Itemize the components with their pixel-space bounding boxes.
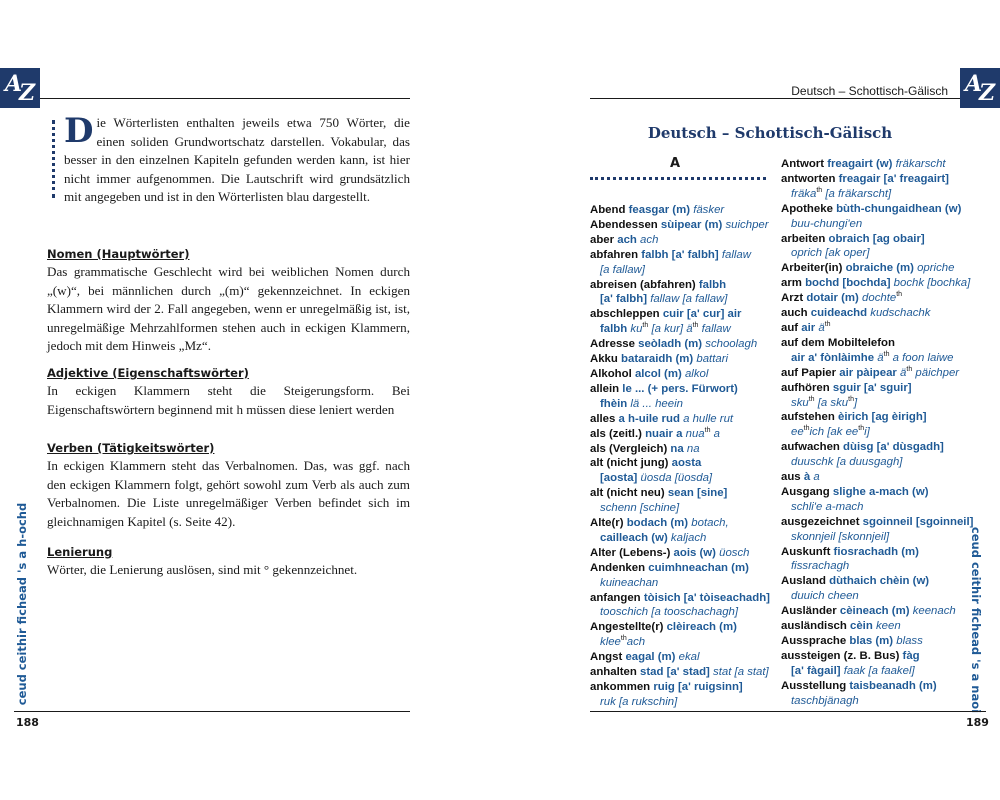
dictionary-line [590, 561, 772, 576]
pronunciation: ee [791, 426, 804, 439]
pronunciation-superscript: th [858, 425, 865, 433]
pronunciation: lä ... heein [630, 397, 683, 410]
pronunciation: botach, [691, 517, 729, 530]
dictionary-line [590, 546, 772, 561]
german-headword: abfahren [590, 248, 639, 261]
german-headword: Andenken [590, 561, 646, 574]
german-headword: Angestellte(r) [590, 621, 664, 634]
az-badge-a: A [5, 71, 23, 97]
dictionary-line [590, 292, 772, 307]
gaelic-translation: air [801, 321, 816, 334]
gaelic-translation: le ... (+ pers. Fürwort) [622, 382, 738, 395]
gaelic-translation: falbh [a' falbh] [641, 248, 719, 261]
section-text: Wörter, die Lenierung auslösen, sind mit ° gekennzeichnet. [47, 562, 358, 577]
german-headword: auf [781, 321, 799, 334]
dictionary-line [590, 278, 772, 293]
dictionary-line [590, 427, 772, 442]
german-headword: Akku [590, 353, 618, 366]
pronunciation: [a kur] ä [651, 323, 693, 336]
letter-dotted-rule [590, 177, 766, 180]
dictionary-line [590, 620, 772, 635]
german-headword: Apotheke [781, 202, 833, 215]
pronunciation: taschbjänagh [791, 694, 859, 707]
pronunciation: battari [696, 353, 729, 366]
pronunciation: opriche [917, 262, 955, 275]
german-headword: auf Papier [781, 366, 837, 379]
pronunciation: buu-chungi'en [791, 217, 863, 230]
dictionary-line [590, 665, 772, 680]
dictionary-line [781, 664, 953, 679]
pronunciation: skonnjeil [skonnjeil] [791, 530, 890, 543]
dictionary-line [781, 574, 953, 589]
pronunciation: duuschk [a duusgagh] [791, 456, 903, 469]
side-text-right [968, 520, 984, 720]
gaelic-translation: aosta [671, 457, 702, 470]
dictionary-line [590, 635, 772, 650]
dictionary-line [590, 382, 772, 397]
german-headword: anfangen [590, 591, 641, 604]
dictionary-line [781, 410, 953, 425]
gaelic-translation: tòisich [a' tòiseachadh] [643, 591, 770, 604]
pronunciation: ach [640, 233, 659, 246]
dictionary-line [590, 307, 772, 322]
gaelic-translation: sean [sine] [667, 487, 728, 500]
dictionary-line [781, 261, 953, 276]
german-headword: antworten [781, 172, 836, 185]
german-headword: aussteigen (z. B. Bus) [781, 649, 900, 662]
dictionary-line [590, 591, 772, 606]
gaelic-translation: feasgar (m) [628, 204, 691, 216]
az-badge-z: Z [979, 80, 996, 106]
dictionary-line [781, 545, 953, 560]
gaelic-translation: na [670, 442, 684, 455]
az-badge-left [0, 68, 40, 108]
dictionary-line [590, 263, 772, 278]
gaelic-translation: [a' falbh] [600, 293, 648, 306]
gaelic-translation: eagal (m) [625, 651, 676, 664]
dictionary-line [781, 336, 953, 351]
gaelic-translation: blas (m) [849, 635, 894, 647]
gaelic-translation: bataraidh (m) [621, 353, 694, 366]
german-headword: aus [781, 471, 801, 484]
dictionary-line [781, 470, 953, 485]
german-headword: ausländisch [781, 620, 847, 633]
dictionary-line [590, 486, 772, 501]
dictionary-line [781, 396, 953, 411]
dictionary-line [590, 531, 772, 546]
german-headword: Alte(r) [590, 517, 624, 530]
pronunciation-superscript: th [906, 365, 913, 373]
dictionary-line [590, 516, 772, 531]
dictionary-line [781, 202, 962, 217]
footer-rule-left [14, 711, 410, 712]
gaelic-translation: bùth-chungaidhean (w) [836, 202, 962, 215]
section-heading: Nomen (Hauptwörter) [47, 247, 190, 261]
dictionary-line [781, 232, 953, 247]
dictionary-line [590, 650, 772, 665]
drop-cap: D [64, 111, 94, 151]
az-badge-right [960, 68, 1000, 108]
header-rule-left [40, 98, 410, 99]
german-headword: Ausland [781, 575, 826, 588]
dictionary-line [781, 604, 956, 619]
german-headword: auf dem Mobiltelefon [781, 336, 895, 349]
pronunciation-superscript: th [704, 426, 711, 434]
dictionary-line [781, 455, 953, 470]
german-headword: als (zeitl.) [590, 427, 642, 440]
intro-text: ie Wörterlisten enthalten jeweils etwa 750 Wörter, die einen soliden Grundwortschatz darstellen. Vokabular, das besser in den einzelnen Kapiteln gefunden werden kann, ist hier nicht immer aufgenommen. Die Lautschrift wird grundsätzlich mit angegeben und ist in den Wörterlisten blau dargestellt. [64, 115, 410, 204]
pronunciation-superscript: th [816, 187, 823, 195]
pronunciation: a hulle rut [683, 412, 734, 425]
dictionary-column-2 [781, 157, 974, 709]
dictionary-line [781, 425, 953, 440]
pronunciation: schli'e a-mach [791, 500, 864, 513]
german-headword: arm [781, 277, 802, 290]
german-headword: Abendessen [590, 218, 658, 231]
dictionary-line [781, 515, 974, 530]
gaelic-translation: ruig [a' ruigsinn] [653, 681, 743, 693]
pronunciation: nua [685, 427, 705, 440]
pronunciation-superscript: th [848, 395, 854, 403]
pronunciation: ä [900, 366, 907, 379]
dictionary-line [781, 634, 953, 649]
pronunciation: ] [853, 396, 858, 409]
german-headword: alt (nicht jung) [590, 457, 669, 470]
page-number-right: 189 [966, 716, 989, 729]
gaelic-translation: dotair (m) [806, 292, 859, 305]
gaelic-translation: [aosta] [600, 472, 638, 485]
german-headword: anhalten [590, 666, 637, 679]
pronunciation: fallaw [701, 323, 731, 336]
gaelic-translation: alcol (m) [634, 367, 682, 380]
pronunciation: fräka [791, 187, 817, 200]
dictionary-line [590, 576, 772, 591]
german-headword: Adresse [590, 338, 635, 351]
dictionary-line [781, 291, 953, 306]
section-letter: A [669, 156, 681, 171]
dictionary-line [590, 471, 772, 486]
section-heading: Lenierung [47, 545, 113, 559]
german-headword: aufwachen [781, 441, 840, 454]
pronunciation: tooschich [a tooschachagh] [600, 606, 739, 619]
pronunciation-superscript: th [883, 350, 890, 358]
pronunciation: schoolagh [705, 338, 758, 351]
pronunciation: üosda [üosda] [640, 472, 713, 485]
gaelic-translation: stad [a' stad] [640, 666, 710, 679]
dictionary-line [781, 306, 953, 321]
gaelic-translation: èirich [ag èirigh] [837, 411, 927, 424]
pronunciation: ku [630, 323, 643, 336]
dictionary-line [781, 246, 953, 261]
pronunciation: ekal [678, 651, 700, 664]
section-verben [47, 440, 410, 531]
dictionary-line [590, 412, 772, 427]
section-adjektive [47, 365, 410, 419]
section-heading: Adjektive (Eigenschaftswörter) [47, 366, 249, 380]
pronunciation-superscript: th [808, 395, 815, 403]
pronunciation: [a fräkarscht] [825, 187, 892, 200]
dictionary-line [590, 352, 772, 367]
gaelic-translation: a h-uile rud [618, 412, 680, 425]
gaelic-translation: sguir [a' sguir] [832, 381, 912, 394]
gaelic-translation: à [803, 471, 811, 484]
german-headword: Abend [590, 204, 626, 216]
pronunciation: [a fallaw] [600, 263, 645, 276]
german-headword: Ausländer [781, 605, 837, 618]
dictionary-line [590, 233, 772, 248]
pronunciation: blass [896, 635, 923, 647]
side-text-left [14, 504, 30, 704]
gaelic-translation: freagairt (w) [827, 158, 893, 170]
german-headword: alt (nicht neu) [590, 487, 665, 500]
section-nomen [47, 246, 410, 356]
german-headword: ankommen [590, 681, 651, 693]
dictionary-line [590, 501, 772, 516]
dictionary-line [781, 321, 953, 336]
german-headword: Arbeiter(in) [781, 262, 843, 275]
pronunciation: fallaw [a fallaw] [650, 293, 728, 306]
pronunciation-superscript: th [803, 425, 810, 433]
gaelic-translation: obraiche (m) [845, 262, 914, 275]
dictionary-line [590, 397, 772, 412]
pronunciation: keenach [912, 605, 956, 618]
gaelic-translation: ach [617, 233, 637, 246]
pronunciation: fallaw [721, 248, 751, 261]
dictionary-line [781, 381, 953, 396]
dictionary-line [590, 680, 772, 695]
pronunciation: kudschachk [870, 307, 931, 320]
pronunciation: ach [626, 636, 646, 649]
dictionary-line [781, 172, 953, 187]
german-headword: auch [781, 307, 808, 320]
dictionary-line [781, 276, 971, 291]
dictionary-line [590, 248, 772, 263]
dictionary-line [590, 322, 772, 337]
gaelic-translation: fhèin [600, 397, 628, 410]
gaelic-translation: cèineach (m) [839, 605, 910, 618]
german-headword: Angst [590, 651, 623, 664]
pronunciation: a foon laiwe [892, 351, 954, 364]
german-headword: aber [590, 233, 615, 246]
dictionary-line [781, 500, 953, 515]
german-headword: als (Vergleich) [590, 442, 668, 455]
running-head: Deutsch – Schottisch-Gälisch [791, 84, 948, 98]
dictionary-line [781, 559, 953, 574]
pronunciation-superscript: th [824, 321, 831, 329]
pronunciation: a [713, 427, 720, 440]
dictionary-line [590, 605, 772, 620]
german-headword: ausgezeichnet [781, 515, 860, 528]
gaelic-translation: dùthaich chèin (w) [829, 575, 930, 588]
dictionary-line [781, 694, 953, 709]
pronunciation: fissrachagh [791, 560, 850, 573]
german-headword: Arzt [781, 292, 804, 305]
gaelic-translation: freagair [a' freagairt] [838, 172, 949, 185]
pronunciation: i] [864, 426, 870, 439]
section-text: In eckigen Klammern steht die Steigerungsform. Bei Eigenschaftswörtern beginnend mit h müssen diese leniert werden [47, 383, 410, 417]
pronunciation: alkol [684, 367, 709, 380]
german-headword: Ausgang [781, 485, 830, 498]
pronunciation: stat [a stat] [713, 666, 769, 679]
az-badge-a: A [965, 71, 983, 97]
pronunciation: ä [818, 321, 825, 334]
pronunciation-superscript: th [896, 291, 903, 299]
gaelic-translation: air pàipear [839, 366, 897, 379]
dictionary-title: Deutsch – Schottisch-Gälisch [647, 124, 893, 142]
pronunciation: fräkarscht [895, 158, 946, 170]
dictionary-line [781, 530, 953, 545]
pronunciation: kaljach [670, 531, 707, 544]
gaelic-translation: slighe a-mach (w) [832, 485, 929, 498]
intro-dotted-rule [52, 120, 59, 198]
gaelic-translation: air a' fònlàimhe [791, 351, 875, 364]
gaelic-translation: falbh [600, 323, 628, 336]
pronunciation: schenn [schine] [600, 502, 680, 515]
gaelic-translation: fiosrachadh (m) [833, 545, 919, 558]
gaelic-translation: cuimhneachan (m) [648, 561, 749, 574]
gaelic-translation: taisbeanadh (m) [849, 679, 937, 692]
german-headword: Auskunft [781, 545, 831, 558]
dictionary-line [781, 589, 953, 604]
dictionary-line [781, 619, 953, 634]
dictionary-line [590, 442, 772, 457]
section-text: In eckigen Klammern steht das Verbalnomen. Das, was ggf. nach den eckigen Klammern folgt, gehört sowohl zum Verb als auch zum Verbalnomen. Die Liste unregelmäßiger Verben befindet sich im gleichnamigen Kapitel (s. Seite 42). [47, 458, 410, 529]
german-headword: Alkohol [590, 367, 632, 380]
german-headword: abreisen (abfahren) [590, 278, 696, 291]
pronunciation: [a sku [817, 396, 849, 409]
pronunciation-superscript: th [692, 322, 699, 330]
dictionary-line [781, 679, 953, 694]
az-badge-z: Z [19, 80, 36, 106]
intro-paragraph [64, 111, 410, 207]
german-headword: Aussprache [781, 635, 847, 647]
dictionary-line [781, 485, 953, 500]
dictionary-line [590, 695, 772, 710]
page-number-left: 188 [16, 716, 39, 729]
footer-rule-right [590, 711, 986, 712]
german-headword: allein [590, 382, 620, 395]
pronunciation: fäsker [693, 204, 725, 216]
dictionary-line [781, 217, 953, 232]
pronunciation: sku [791, 396, 809, 409]
pronunciation: oprich [ak oper] [791, 247, 870, 260]
section-text: Das grammatische Geschlecht wird bei weiblichen Nomen durch „(w)“, bei männlichen durch „(m)“ gekennzeichnet. In eckigen Klammern wird der 2. Fall angegeben, wenn er unregelmäßig ist, ist, unregelmäßige Mehrzahlformen stehen auch in eckigen Klammern, jedoch mit dem Hinweis „Mz“. [47, 264, 410, 353]
pronunciation: keen [875, 620, 901, 633]
gaelic-translation: sùipear (m) [660, 218, 723, 231]
header-rule-right [590, 98, 960, 99]
pronunciation-superscript: th [642, 322, 649, 330]
german-headword: Alter (Lebens-) [590, 546, 671, 559]
gaelic-translation: cuir [a' cur] air [662, 308, 742, 321]
gaelic-translation: dùisg [a' dùsgadh] [843, 441, 944, 454]
gaelic-translation: sgoinneil [sgoinneil] [862, 515, 974, 528]
pronunciation: ä [877, 351, 884, 364]
dictionary-line [781, 365, 960, 381]
section-lenierung [47, 544, 410, 580]
gaelic-translation: [a' fàgail] [791, 664, 841, 677]
dictionary-line [590, 367, 772, 382]
dictionary-line [781, 157, 953, 172]
pronunciation: dochte [862, 292, 897, 305]
dictionary-line [781, 187, 953, 202]
pronunciation: duuich cheen [791, 590, 859, 603]
pronunciation: ich [ak ee [809, 426, 859, 439]
german-headword: abschleppen [590, 308, 660, 321]
dictionary-line [590, 337, 772, 352]
gaelic-translation: aois (w) [673, 546, 716, 559]
german-headword: Antwort [781, 158, 825, 170]
german-headword: aufhören [781, 381, 830, 394]
side-text-left-label: ceud ceithir fichead 's a h-ochd [15, 502, 29, 706]
pronunciation: a [813, 471, 820, 484]
gaelic-translation: seòladh (m) [638, 338, 703, 351]
gaelic-translation: fàg [902, 649, 920, 662]
pronunciation: faak [a faakel] [843, 664, 915, 677]
side-text-right-label: ceud ceithir fichead 's a naoi [969, 526, 983, 714]
dictionary-line [781, 440, 953, 455]
gaelic-translation: bochd [bochda] [805, 277, 891, 290]
dictionary-line [590, 218, 772, 233]
pronunciation: ruk [a rukschin] [600, 695, 678, 708]
gaelic-translation: cuideachd [810, 307, 868, 320]
dictionary-line [781, 649, 953, 664]
dictionary-line [590, 203, 772, 218]
pronunciation: klee [600, 636, 621, 649]
german-headword: arbeiten [781, 232, 826, 245]
gaelic-translation: obraich [ag obair] [828, 232, 925, 245]
pronunciation: suichper [725, 218, 769, 231]
section-heading: Verben (Tätigkeitswörter) [47, 441, 215, 455]
gaelic-translation: nuair a [645, 427, 683, 440]
gaelic-translation: bodach (m) [626, 517, 689, 530]
pronunciation: na [686, 442, 700, 455]
pronunciation: üosch [719, 546, 750, 559]
gaelic-translation: clèireach (m) [666, 621, 737, 634]
pronunciation: kuineachan [600, 576, 659, 589]
dictionary-column-1 [590, 203, 772, 710]
pronunciation-superscript: th [620, 635, 627, 643]
german-headword: aufstehen [781, 411, 835, 424]
dictionary-line [781, 351, 953, 366]
gaelic-translation: falbh [698, 278, 727, 291]
dictionary-line [590, 456, 772, 471]
pronunciation: bochk [bochka] [893, 277, 971, 290]
german-headword: Ausstellung [781, 679, 847, 692]
german-headword: alles [590, 412, 616, 425]
pronunciation: päichper [915, 366, 960, 379]
gaelic-translation: cèin [850, 620, 873, 633]
gaelic-translation: cailleach (w) [600, 531, 668, 544]
